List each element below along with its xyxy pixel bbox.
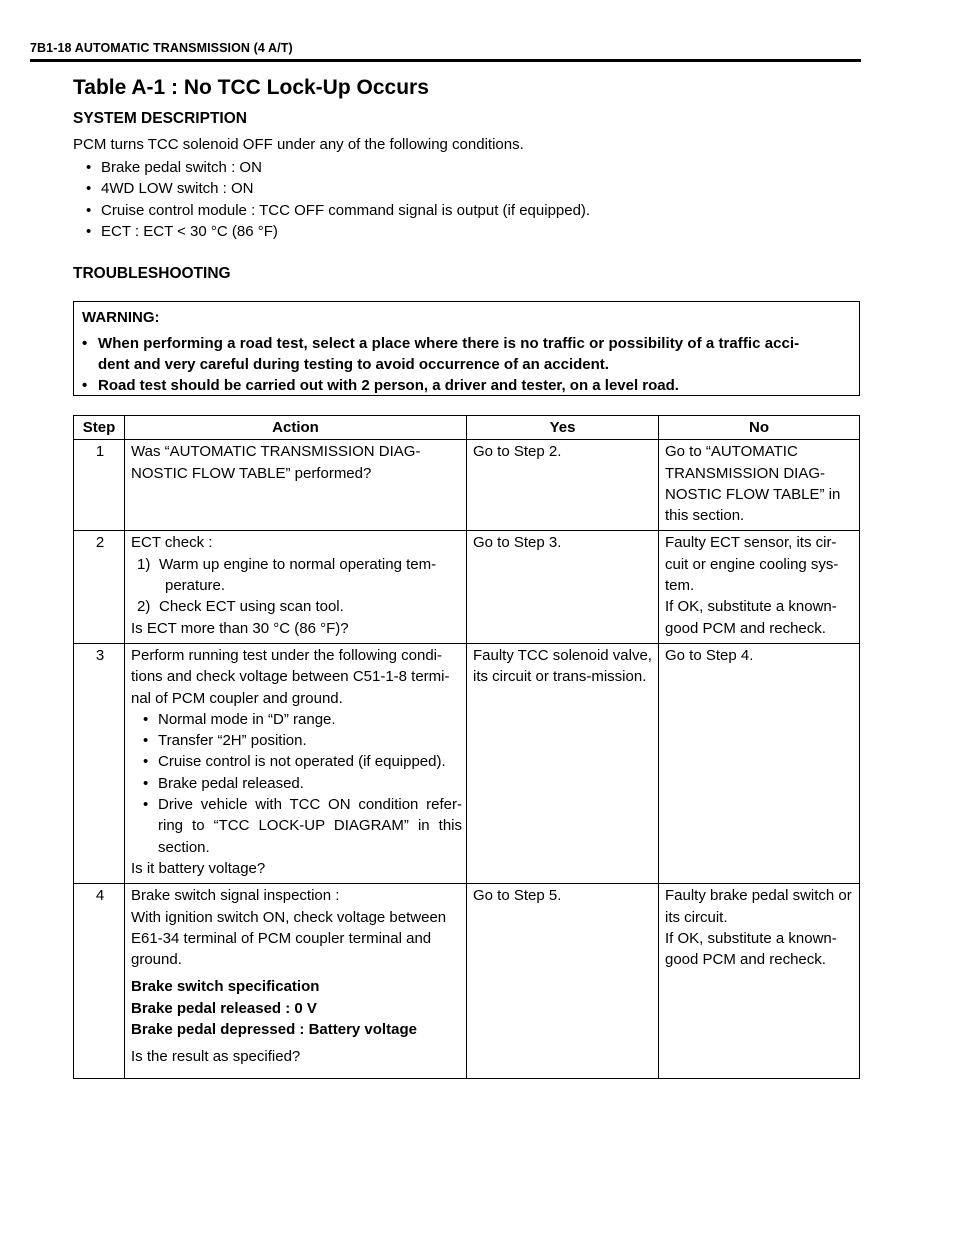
condition-item: • Cruise control module : TCC OFF command signal is output (if equipped). [86, 200, 590, 221]
header-action: Action [125, 416, 467, 440]
system-description-heading: SYSTEM DESCRIPTION [73, 110, 247, 127]
warning-item-1-line-2: dent and very careful during testing to avoid occurrence of an accident. [98, 356, 609, 373]
yes-cell [467, 643, 659, 883]
action-text: Was “AUTOMATIC TRANSMISSION DIAG-NOSTIC FLOW TABLE” performed? [131, 443, 421, 482]
action-question: Is the result as specified? [131, 1048, 301, 1066]
action-bullet: • Cruise control is not operated (if equipped). [143, 751, 462, 772]
header-rule [30, 59, 861, 62]
action-cell [125, 531, 467, 643]
step-text: Warm up engine to normal operating tem- [159, 555, 437, 573]
action-body: With ignition switch ON, check voltage between E61-34 terminal of PCM coupler terminal and ground. [131, 908, 447, 969]
no-text: If OK, substitute a known-good PCM and recheck. [665, 598, 837, 637]
no-text: Go to Step 4. [665, 646, 754, 664]
action-cell [125, 884, 467, 1078]
header-no: No [659, 416, 860, 440]
system-description-intro: PCM turns TCC solenoid OFF under any of the following conditions. [73, 136, 524, 153]
header-yes: Yes [467, 416, 659, 440]
warning-item-2: Road test should be carried out with 2 person, a driver and tester, on a level road. [98, 377, 679, 394]
action-step-continued: perature. [165, 577, 226, 595]
step-number: 2 [74, 531, 125, 643]
condition-item: • Brake pedal switch : ON [86, 157, 590, 178]
step-label: 1) [137, 555, 151, 573]
no-cell [659, 643, 860, 883]
spec-line: Brake pedal depressed : Battery voltage [131, 1021, 417, 1039]
action-step [131, 596, 462, 617]
action-question: Is ECT more than 30 °C (86 °F)? [131, 619, 349, 637]
table-row [74, 531, 860, 643]
page-title: Table A-1 : No TCC Lock-Up Occurs [73, 76, 429, 99]
header-step: Step [74, 416, 125, 440]
table-row [74, 440, 860, 531]
troubleshooting-table [73, 415, 860, 1079]
step-text: Check ECT using scan tool. [159, 598, 344, 616]
action-cell [125, 440, 467, 531]
yes-text: Faulty TCC solenoid valve, its circuit or trans-mission. [473, 646, 652, 686]
condition-list [86, 157, 590, 242]
page-header: 7B1-18 AUTOMATIC TRANSMISSION (4 A/T) [30, 41, 293, 55]
action-step [131, 554, 462, 575]
condition-item: • ECT : ECT < 30 °C (86 °F) [86, 221, 590, 242]
warning-item-1-line-1: When performing a road test, select a place where there is no traffic or possibility of a traffic acci- [98, 335, 800, 352]
action-bullet: • Drive vehicle with TCC ON condition refer-ring to “TCC LOCK-UP DIAGRAM” in this section. [143, 794, 462, 858]
condition-item: • 4WD LOW switch : ON [86, 178, 590, 199]
yes-cell [467, 531, 659, 643]
yes-text: Go to Step 5. [473, 887, 562, 905]
bullet-icon: • [82, 377, 88, 394]
yes-text: Go to Step 2. [473, 443, 562, 461]
warning-label: WARNING: [82, 309, 160, 326]
no-text: Faulty ECT sensor, its cir-cuit or engine cooling sys-tem. [665, 534, 839, 595]
action-bullet: • Normal mode in “D” range. [143, 709, 462, 730]
no-text: If OK, substitute a known-good PCM and recheck. [665, 929, 837, 969]
yes-text: Go to Step 3. [473, 534, 562, 552]
warning-box [73, 301, 860, 396]
spec-title: Brake switch specification [131, 978, 320, 996]
action-question: Is it battery voltage? [131, 859, 266, 877]
action-intro: Perform running test under the following condi-tions and check voltage between C51-1-8 termi-nal of PCM coupler and ground. [131, 646, 450, 707]
troubleshooting-heading: TROUBLESHOOTING [73, 265, 231, 282]
table-row [74, 884, 860, 1078]
no-text: Faulty brake pedal switch or its circuit. [665, 887, 852, 926]
spec-line: Brake pedal released : 0 V [131, 999, 317, 1017]
action-cell [125, 643, 467, 883]
action-title: ECT check : [131, 534, 213, 552]
bullet-icon: • [82, 335, 88, 352]
step-number: 4 [74, 884, 125, 1078]
no-cell [659, 884, 860, 1078]
no-cell [659, 440, 860, 531]
step-label: 2) [137, 598, 151, 616]
step-number: 1 [74, 440, 125, 531]
yes-cell [467, 884, 659, 1078]
action-bullet: • Transfer “2H” position. [143, 730, 462, 751]
yes-cell [467, 440, 659, 531]
step-number: 3 [74, 643, 125, 883]
table-row [74, 643, 860, 883]
no-text: Go to “AUTOMATIC TRANSMISSION DIAG-NOSTIC FLOW TABLE” in this section. [665, 443, 841, 525]
table-header-row [74, 416, 860, 440]
action-bullet: • Brake pedal released. [143, 773, 462, 794]
action-intro: Brake switch signal inspection : [131, 887, 340, 905]
no-cell [659, 531, 860, 643]
